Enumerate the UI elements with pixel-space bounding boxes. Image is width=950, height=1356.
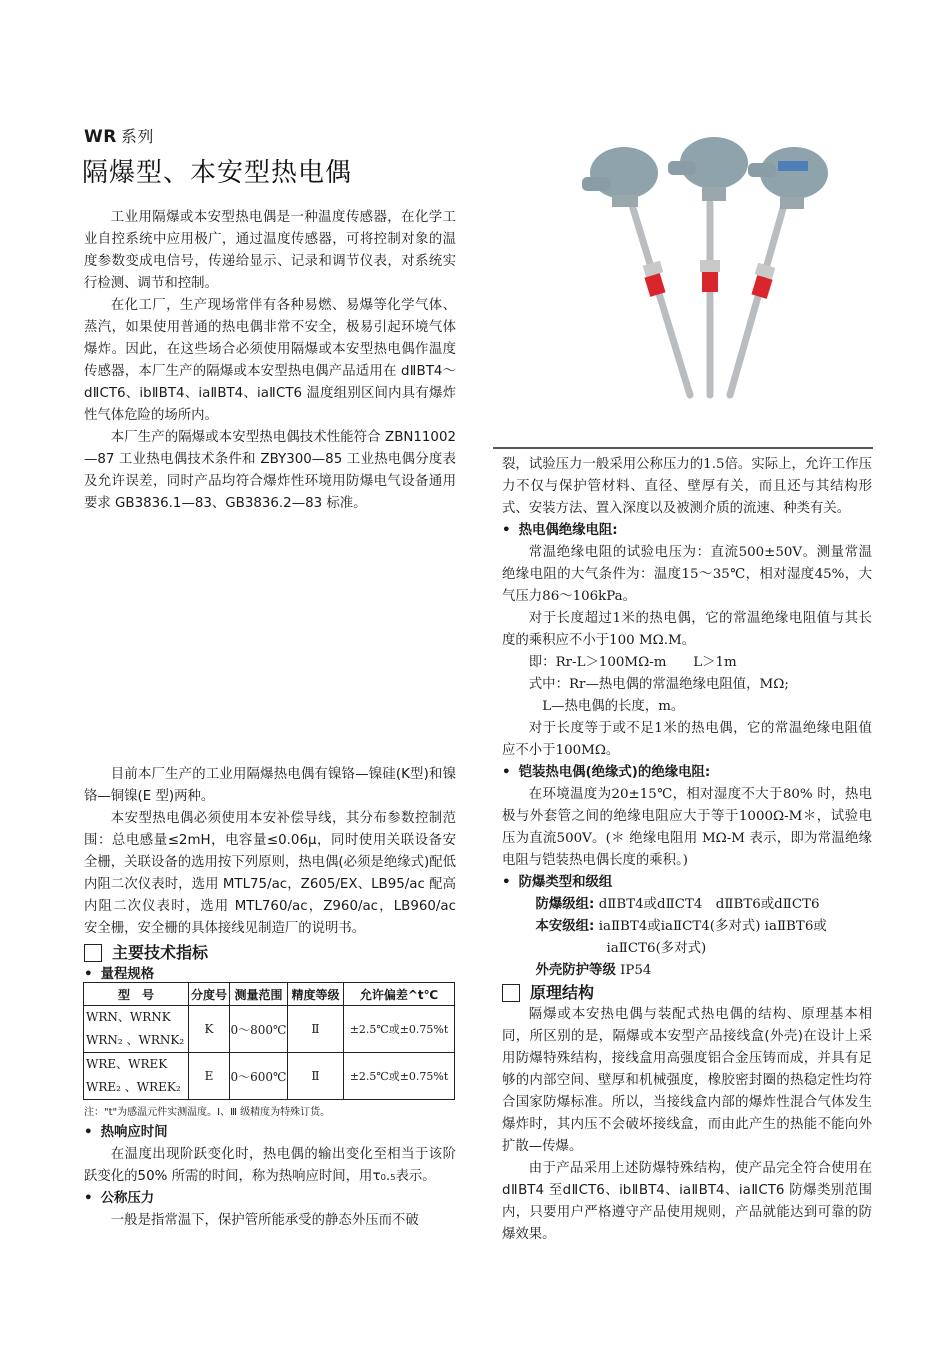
flameproof-value: dⅡBT4或dⅡCT4 dⅡBT6或dⅡCT6 (598, 897, 820, 912)
cell-range: 0～600℃ (230, 1053, 288, 1100)
intro-block (84, 207, 456, 515)
section-principle-title: 原理结构 (530, 983, 595, 1002)
insulation-paragraph-2: 对于长度超过1米的热电偶，它的常温绝缘电阻值与其长度的乘积应不小于100 MΩ.M。 (502, 611, 872, 648)
section-specs (84, 942, 456, 964)
section-box-icon (84, 944, 102, 962)
principle-paragraph-1: 隔爆或本安热电偶与装配式热电偶的结构、原理基本相同，所区别的是，隔爆或本安型产品接线盒(外壳)在设计上采用防爆特殊结构，接线盒用高强度铝合金压铸而成，并具有足够的内部空间、壁厚和机械强度，橡胶密封圈的热稳定性均符合国家防爆标准。所以，当接线盒内部的爆炸性混合气体发生爆炸时，其内压不会破坏接线盒，而由此产生的热能不能向外扩散—传爆。 (502, 1007, 872, 1154)
enclosure-value: IP54 (620, 963, 652, 978)
range-spec-table (83, 982, 455, 1100)
cell-tolerance: ±2.5℃或±0.75%t (344, 1006, 455, 1053)
types-paragraph: 目前本厂生产的工业用隔爆热电偶有镍铬—镍硅(K型)和镍铬—铜镍(E 型)两种。 (84, 767, 456, 804)
page-title: 隔爆型、本安型热电偶 (82, 158, 353, 188)
bullet-range: • 量程规格 (84, 964, 456, 986)
cell-graduation: E (189, 1053, 230, 1100)
bullet-insulation: • 热电偶绝缘电阻: (502, 520, 872, 542)
flameproof-label: 防爆级组: (535, 897, 595, 912)
pressure-paragraph-start: 一般是指常温下，保护管所能承受的静态外压而不破 (110, 1213, 419, 1228)
formula-where-1: 式中：Rr—热电偶的常温绝缘电阻值，MΩ; (528, 677, 789, 692)
formula-line: 即：Rr-L＞100MΩ-m L＞1m (528, 655, 737, 670)
armored-paragraph: 在环境温度为20±15℃，相对湿度不大于80% 时，热电极与外套管之间的绝缘电阻应大于等于1000Ω-M＊，试验电压为直流500V。(＊ 绝缘电阻用 MΩ-M 表示，即为常温绝缘电阻与铠装热电偶长度的乘积。) (502, 787, 872, 868)
model-line-2: WRN₂ 、WRNK₂ (86, 1033, 185, 1047)
series-suffix: 系列 (120, 127, 154, 146)
intro-paragraph-3: 本厂生产的隔爆或本安型热电偶技术性能符合 ZBN11002—87 工业热电偶技术条件和 ZBY300—85 工业热电偶分度表及允许误差，同时产品均符合爆炸性环境用防爆电气设备通用要求 GB3836.1—83、GB3836.2—83 标准。 (84, 430, 456, 511)
table-row (84, 1053, 455, 1100)
thermocouple-left (582, 147, 690, 395)
flameproof-line (502, 894, 872, 916)
thermocouple-product-photo (572, 125, 872, 420)
pressure-paragraph-cont: 裂，试验压力一般采用公称压力的1.5倍。实际上，允许工作压力不仅与保护管材料、直径、壁厚有关，而且还与其结构形式、安装方法、置入深度以及被测介质的流速、种类有关。 (502, 457, 872, 516)
intro-paragraph-2: 在化工厂，生产现场常伴有各种易燃、易爆等化学气体、蒸汽，如果使用普通的热电偶非常不安全，极易引起环境气体爆炸。因此，在这些场合必须使用隔爆或本安型热电偶作温度传感器，本厂生产的隔爆或本安型热电偶产品适用在 dⅡBT4～dⅡCT6、ibⅡBT4、iaⅡBT4、iaⅡCT6 温度组别区间内具有爆炸性气体危险的场所内。 (84, 298, 456, 423)
types-block (84, 764, 456, 986)
bullet-response: • 热响应时间 (84, 1122, 456, 1144)
intrinsic-label: 本安级组: (535, 919, 595, 934)
column-divider (493, 447, 873, 449)
thermocouple-photo-icon (572, 125, 872, 420)
model-line-1: WRN、WRNK (86, 1010, 171, 1024)
header-model: 型 号 (84, 983, 189, 1006)
model-line-2: WRE₂ 、WREK₂ (86, 1080, 181, 1094)
cell-model (84, 1006, 189, 1053)
series-prefix: WR (84, 127, 117, 147)
intrinsic-value-2: iaⅡCT6(多对式) (606, 941, 707, 956)
insulation-paragraph-1: 常温绝缘电阻的试验电压为：直流500±50V。测量常温绝缘电阻的大气条件为：温度15～35℃，相对湿度45%，大气压力86～106kPa。 (502, 545, 872, 604)
formula-where-2: L—热电偶的长度，m。 (542, 699, 685, 714)
insulation-paragraph-3: 对于长度等于或不足1米的热电偶，它的常温绝缘电阻值应不小于100MΩ。 (502, 721, 872, 758)
response-paragraph: 在温度出现阶跃变化时，热电偶的输出变化至相当于该阶跃变化的50% 所需的时间，称为热响应时间，用τ₀.₅表示。 (84, 1147, 456, 1184)
series-label (84, 124, 154, 147)
enclosure-line (502, 960, 872, 982)
right-column (502, 454, 872, 1246)
header-range: 测量范围 (230, 983, 288, 1006)
response-block (84, 1122, 456, 1232)
thermocouple-right (730, 147, 828, 395)
intro-paragraph-1: 工业用隔爆或本安型热电偶是一种温度传感器，在化学工业自控系统中应用极广，通过温度传感器，可将控制对象的温度参数变成电信号，传递给显示、记录和调节仪表，对系统实行检测、调节和控制。 (84, 210, 456, 291)
cell-tolerance: ±2.5℃或±0.75%t (344, 1053, 455, 1100)
cell-range: 0～800℃ (230, 1006, 288, 1053)
header-grade: 精度等级 (288, 983, 344, 1006)
intrinsic-line (502, 916, 872, 938)
bullet-explosion: • 防爆类型和级组 (502, 872, 872, 894)
bullet-armored: • 铠装热电偶(绝缘式)的绝缘电阻: (502, 762, 872, 784)
table-note: 注："t"为感温元件实测温度。Ⅰ、Ⅲ 级精度为特殊订货。 (84, 1107, 331, 1118)
table-header-row (84, 983, 455, 1006)
header-tolerance: 允许偏差^t℃ (344, 983, 455, 1006)
section-specs-title: 主要技术指标 (112, 943, 209, 962)
table-row (84, 1006, 455, 1053)
cell-graduation: K (189, 1006, 230, 1053)
intrinsic-value-1: iaⅡBT4或iaⅡCT4(多对式) iaⅡBT6或 (598, 919, 827, 934)
cell-grade: Ⅱ (288, 1053, 344, 1100)
bullet-pressure: • 公称压力 (84, 1188, 456, 1210)
intrinsic-wiring-paragraph: 本安型热电偶必须使用本安补偿导线，其分布参数控制范围：总电感量≤2mH，电容量≤0.06μ，同时使用关联设备安全栅，关联设备的选用按下列原则，热电偶(必须是绝缘式)配低内阻二次仪表时，选用 MTL75/ac，Z605/EX、LB95/ac 配高内阻二次仪表时，选用 MTL760/ac，Z960/ac，LB960/ac 安全栅，安全栅的具体接线见制造厂的说明书。 (84, 811, 456, 936)
cell-model (84, 1053, 189, 1100)
model-line-1: WRE、WREK (86, 1057, 168, 1071)
cell-grade: Ⅱ (288, 1006, 344, 1053)
principle-paragraph-2: 由于产品采用上述防爆特殊结构，使产品完全符合使用在 dⅡBT4 至dⅡCT6、ibⅡBT4、iaⅡBT4、iaⅡCT6 防爆类别范围内，只要用户严格遵守产品使用规则，产品就能达到可靠的防爆效果。 (502, 1161, 872, 1242)
header-graduation: 分度号 (189, 983, 230, 1006)
enclosure-label: 外壳防护等级 (535, 963, 616, 978)
section-principle (502, 982, 872, 1004)
section-box-icon (502, 984, 520, 1002)
